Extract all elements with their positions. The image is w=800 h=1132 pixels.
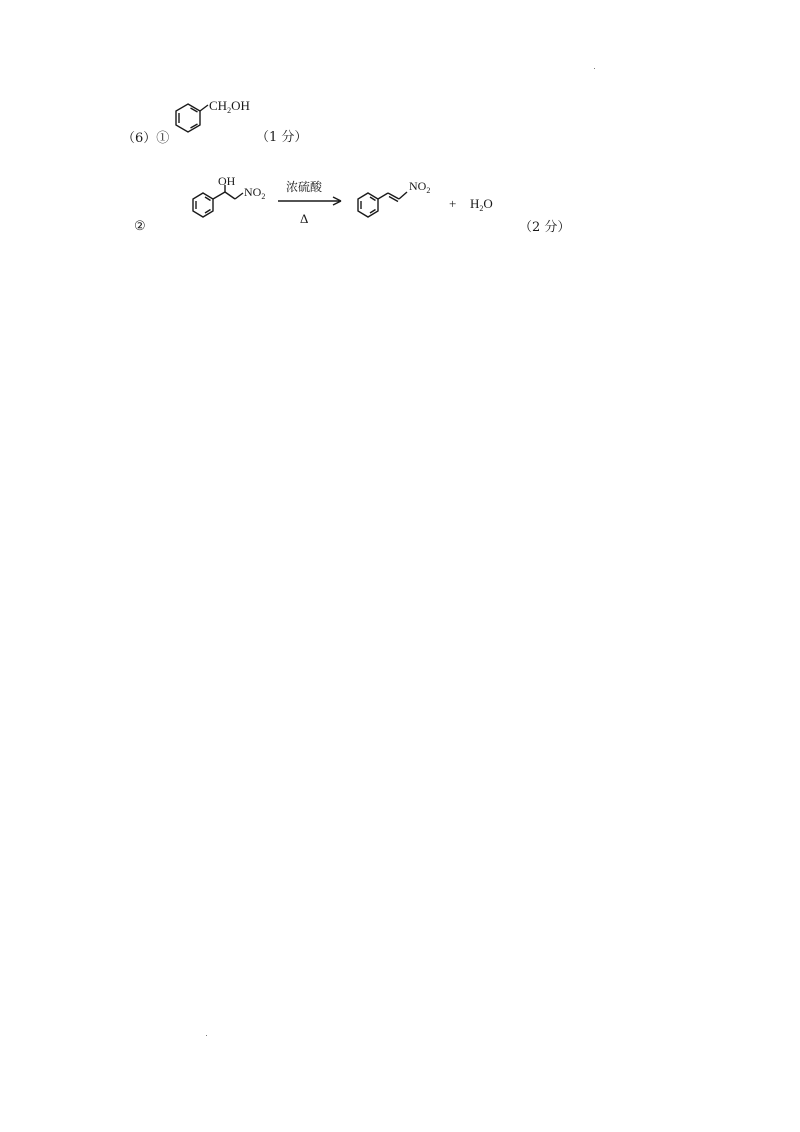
scan-speck bbox=[206, 1035, 207, 1036]
chain-bond bbox=[225, 192, 235, 199]
no2-bond bbox=[399, 192, 407, 199]
question-label: ② bbox=[134, 219, 146, 234]
product-no2-group: $NO_2$ bbox=[409, 179, 431, 195]
no2-bond bbox=[235, 193, 243, 199]
score-label: （2 分） bbox=[519, 220, 571, 235]
alkene-bond bbox=[388, 193, 399, 199]
chain-bond bbox=[213, 192, 225, 199]
plus-sign: + bbox=[449, 196, 457, 211]
ch2-bond bbox=[200, 105, 208, 111]
water-formula: $H_2O$ bbox=[470, 196, 493, 213]
score-label: （1 分） bbox=[256, 130, 308, 145]
reaction-condition-acid: 浓硫酸 bbox=[286, 180, 323, 194]
reaction-condition-heat: Δ bbox=[300, 211, 309, 226]
chain-bond bbox=[378, 193, 388, 199]
oh-group: OH bbox=[218, 174, 236, 188]
scan-speck bbox=[594, 68, 595, 69]
reactant-no2-group: $NO_2$ bbox=[244, 185, 266, 201]
reaction-arrow-icon bbox=[276, 195, 346, 207]
question-label: （6）① bbox=[122, 131, 170, 146]
ch2oh-group: $CH_2OH$ bbox=[209, 98, 250, 115]
